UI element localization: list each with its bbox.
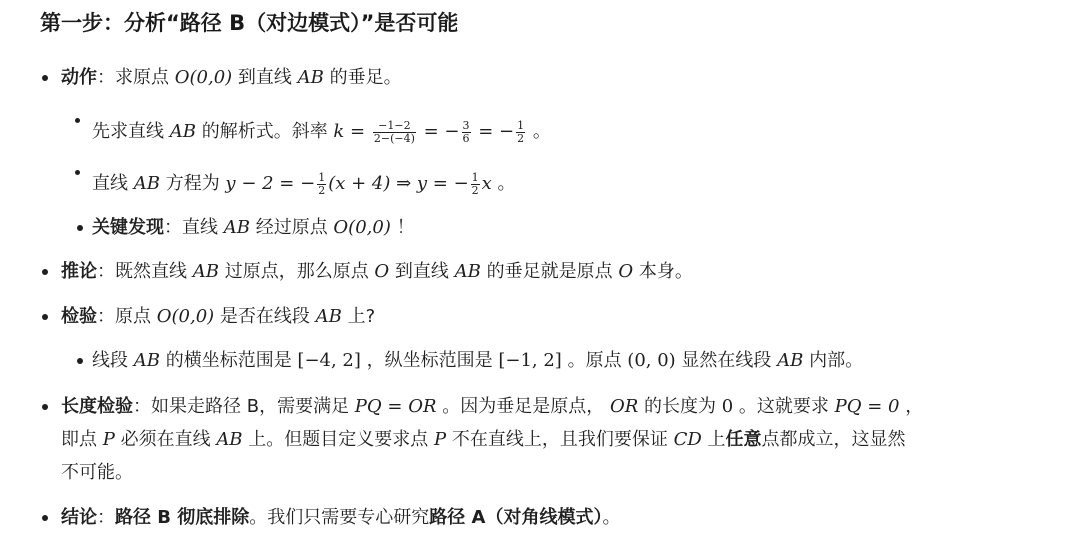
- item-label: 关键发现: [92, 217, 164, 238]
- text: ！: [390, 217, 415, 238]
- math: PQ = 0: [834, 396, 900, 417]
- math: AB: [223, 217, 250, 238]
- text: 经过原点: [249, 217, 334, 238]
- text: ，纵坐标范围是: [360, 350, 499, 371]
- list-item-length-check-line3: [61, 458, 133, 488]
- list-item-action: [61, 63, 402, 93]
- text: 到直线: [389, 261, 455, 282]
- math: = −: [423, 121, 460, 142]
- math: AB: [454, 261, 481, 282]
- math: O(0,0): [174, 67, 233, 88]
- denominator: 6: [462, 131, 470, 145]
- text: ：: [97, 507, 115, 528]
- text: 的长度为: [638, 396, 722, 417]
- list-item-conclusion: [61, 503, 620, 533]
- text: 。原点: [561, 350, 628, 371]
- list-item-key-finding: [92, 213, 415, 243]
- sub-bullet-dot: [77, 358, 83, 364]
- bullet-dot: [42, 404, 48, 410]
- math: CD: [673, 429, 702, 450]
- text: 上。但题目定义要求点: [242, 429, 434, 450]
- text: 线段: [92, 350, 134, 371]
- list-item-inference: [61, 257, 693, 287]
- item-label: 推论: [61, 261, 97, 282]
- page-title: 第一步：分析“路径 B（对边模式）”是否可能: [40, 11, 459, 35]
- text: 。: [527, 121, 551, 142]
- list-item-range: [92, 346, 863, 376]
- text: 是否在线段: [214, 306, 316, 327]
- item-label: 长度检验: [61, 396, 133, 417]
- math: (x + 4) ⇒ y = −: [328, 173, 469, 194]
- text: 本身。: [633, 261, 693, 282]
- denominator: 2−(−4): [373, 131, 415, 145]
- text: 内部。: [803, 350, 864, 371]
- math: O: [618, 261, 634, 282]
- text: ：原点: [97, 306, 157, 327]
- math: O(0,0): [156, 306, 215, 327]
- denominator: 2: [318, 183, 326, 197]
- math: P: [102, 429, 115, 450]
- math: OR: [609, 396, 639, 417]
- text: 。因为垂足是原点，: [436, 396, 610, 417]
- item-label: 动作: [61, 67, 97, 88]
- item-label: 结论: [61, 507, 97, 528]
- bullet-dot: [42, 269, 48, 275]
- emphasis: 任意: [725, 429, 762, 450]
- text: 。: [491, 173, 516, 194]
- math: AB: [297, 67, 324, 88]
- math: x: [481, 173, 492, 194]
- sub-bullet-dot: [75, 118, 80, 123]
- numerator: 3: [462, 118, 470, 132]
- numerator: −1−2: [373, 120, 416, 133]
- text: 直线: [92, 173, 134, 194]
- bullet-dot: [42, 75, 48, 81]
- text: 的横坐标范围是: [159, 350, 298, 371]
- text: 先求直线: [92, 121, 170, 142]
- text: 上: [701, 429, 726, 450]
- numerator: 1: [318, 170, 326, 184]
- math: O(0,0): [333, 217, 391, 238]
- text: 。: [602, 507, 621, 528]
- text: 点都成立，这显然: [761, 429, 906, 450]
- list-item-equation: [92, 169, 516, 199]
- list-item-length-check-line1: [61, 392, 923, 422]
- text: 。这就要求: [733, 396, 835, 417]
- math: AB: [169, 121, 196, 142]
- text: 过原点，那么原点: [218, 261, 375, 282]
- math: O: [374, 261, 390, 282]
- list-item-check: [61, 302, 375, 332]
- math: (0, 0): [627, 350, 676, 371]
- bullet-dot: [42, 314, 48, 320]
- text: 不可能。: [61, 462, 133, 483]
- text: 的垂足。: [323, 67, 402, 88]
- math: [−1, 2]: [498, 350, 562, 371]
- math: [−4, 2]: [297, 350, 361, 371]
- math: AB: [192, 261, 219, 282]
- math: PQ = OR: [354, 396, 437, 417]
- text: 的垂足就是原点: [480, 261, 619, 282]
- fraction: [516, 120, 525, 145]
- emphasis: 路径 A（对角线模式）: [429, 507, 603, 528]
- text: 显然在线段: [675, 350, 778, 371]
- text: 即点: [61, 429, 103, 450]
- text: 。我们只需要专心研究: [249, 507, 430, 528]
- denominator: 2: [517, 131, 525, 145]
- fraction: [462, 120, 471, 145]
- sub-bullet-dot: [75, 170, 80, 175]
- text: 到直线: [232, 67, 298, 88]
- emphasis: 路径 B 彻底排除: [115, 507, 250, 528]
- text: 不在直线上，且我们要保证: [446, 429, 674, 450]
- item-label: 检验: [61, 306, 97, 327]
- math: y − 2 = −: [225, 173, 316, 194]
- math: AB: [133, 173, 160, 194]
- math: = −: [478, 121, 515, 142]
- text: 必须在直线: [114, 429, 217, 450]
- text: 方程为: [159, 173, 226, 194]
- math: AB: [133, 350, 160, 371]
- math: AB: [216, 429, 243, 450]
- math: AB: [777, 350, 804, 371]
- numerator: 1: [471, 170, 479, 184]
- text: ：如果走路径 B，需要满足: [133, 396, 355, 417]
- fraction: [317, 172, 326, 197]
- math: AB: [315, 306, 342, 327]
- text: 上?: [341, 306, 376, 327]
- text: ：直线: [164, 217, 224, 238]
- list-item-slope: [92, 117, 551, 147]
- fraction: [373, 120, 416, 145]
- math: P: [434, 429, 447, 450]
- denominator: 2: [471, 183, 479, 197]
- math: k =: [333, 121, 366, 142]
- numerator: 1: [517, 118, 525, 132]
- list-item-length-check-line2: [61, 425, 906, 455]
- text: ，: [899, 396, 924, 417]
- fraction: [471, 172, 480, 197]
- text: ：既然直线: [97, 261, 193, 282]
- math: 0: [721, 396, 734, 417]
- bullet-dot: [42, 515, 48, 521]
- text: 的解析式。斜率: [195, 121, 334, 142]
- sub-bullet-dot: [77, 225, 83, 231]
- text: ：求原点: [97, 67, 175, 88]
